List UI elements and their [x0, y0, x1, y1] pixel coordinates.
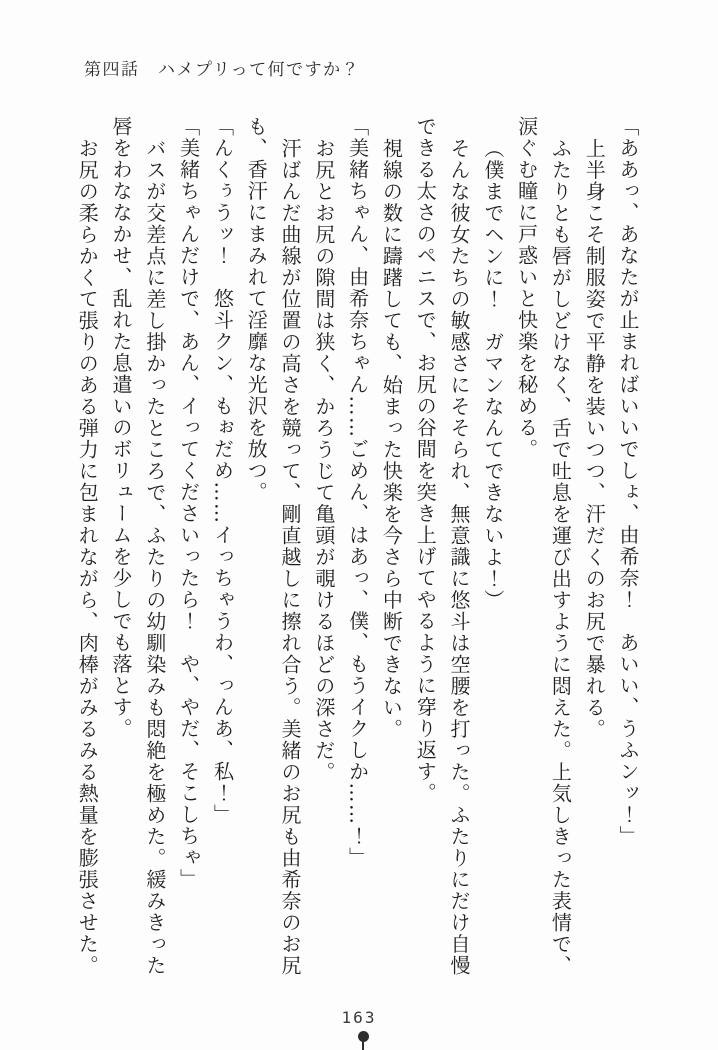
text-column: 上半身こそ制服姿で平静を装いつつ、汗だくのお尻で暴れる。 — [582, 137, 607, 740]
text-column: お尻の柔らかくて張りのある弾力に包まれながら、肉棒がみるみる熱量を膨張させた。 — [75, 137, 100, 976]
pin-dot-marker-icon — [357, 1031, 369, 1050]
text-column: 「んくぅうッ！ 悠斗クン、もぉだめ……イっちゃうわ、っんあ、私！」 — [210, 116, 235, 826]
text-column: 唇をわななかせ、乱れた息遣いのボリュームを少しでも落とす。 — [109, 116, 134, 740]
text-column: 「美緒ちゃん、由希奈ちゃん……ごめん、はあっ、僕、もうイクしか……！」 — [345, 116, 370, 869]
marker-stem — [362, 1041, 364, 1050]
text-column: （僕までヘンに！ ガマンなんてできないよ！） — [480, 137, 505, 611]
text-column: 「ああっ、あなたが止まればいいでしょ、由希奈！ あいい、うふンッ！」 — [616, 116, 640, 847]
chapter-header: 第四話 ハメプリって何ですか？ — [84, 60, 361, 80]
text-column: バスが交差点に差し掛かったところで、ふたりの幼馴染みも悶絶を極めた。緩みきった — [142, 137, 167, 976]
page-number: 163 — [341, 1008, 377, 1027]
text-column: そんな彼女たちの敏感さにそそられ、無意識に悠斗は空腰を打った。ふたりにだけ自慢 — [447, 137, 472, 976]
text-column: お尻とお尻の隙間は狭く、かろうじて亀頭が覗けるほどの深さだ。 — [311, 137, 336, 783]
text-column: 涙ぐむ瞳に戸惑いと快楽を秘める。 — [514, 116, 539, 460]
text-column: も、香汗にまみれて淫靡な光沢を放つ。 — [244, 116, 269, 503]
text-column: 「美緒ちゃんだけで、あん、イってくださいったら！ や、やだ、そこしちゃ」 — [176, 116, 201, 890]
text-column: 視線の数に躊躇しても、始まった快楽を今さら中断できない。 — [379, 137, 404, 740]
text-column: できる太さのペニスで、お尻の谷間を突き上げてやるように穿り返す。 — [413, 116, 438, 804]
text-column: ふたりとも唇がしどけなく、舌で吐息を運び出すように悶えた。上気しきった表情で、 — [548, 137, 573, 976]
text-column: 汗ばんだ曲線が位置の高さを競って、剛直越しに擦れ合う。美緒のお尻も由希奈のお尻 — [278, 137, 303, 976]
text-columns — [69, 116, 644, 1002]
